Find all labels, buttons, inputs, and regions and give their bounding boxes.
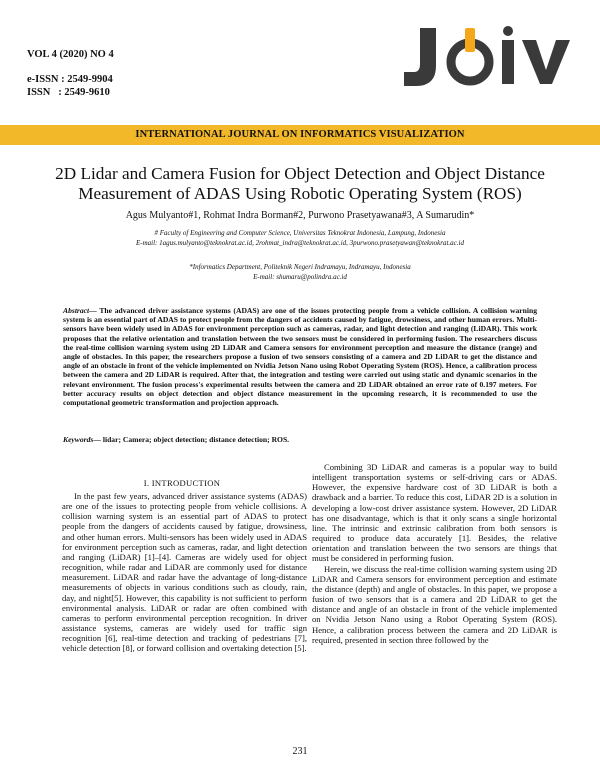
affiliation-2-email: E-mail: shumaru@polindra.ac.id [253, 273, 347, 281]
keywords-text: — lidar; Camera; object detection; distance detection; ROS. [93, 435, 290, 444]
body-column-right [312, 462, 557, 645]
keywords-label: Keywords [63, 435, 94, 444]
paper-title [30, 164, 570, 204]
section-heading: I. INTRODUCTION [143, 478, 221, 488]
paragraph: In the past few years, advanced driver assistance systems (ADAS) are one of the issues to protecting people from vehicle collisions. A collision warning system is an essential part of ADAS to protect people from the dangers of accidents caused by fatigue, drowsiness, and other human errors. Multi-sensors has been widely used in ADAS for environment perception such as cameras, radar, and light detection and ranging (LiDAR) [1]–[4]. Cameras are widely used for object recognition, while radar and LiDAR are commonly used for distance measurement. LiDAR and radar have the advantage of long-distance measurements of objects in various conditions such as cloudy, rain, day, and night[5]. However, this capability is not sufficient to perform environmental analysis. LiDAR or radar are often combined with cameras to perform environmental perception recognition. In driver assistance systems, cameras are widely used for traffic sign recognition [6], real-time detection and tracking of pedestrians [7], vehicle detection [8], or forward collision and overtaking detection [5]. [62, 491, 307, 654]
abstract [63, 306, 537, 407]
affiliation-1: # Faculty of Engineering and Computer Science, Universitas Teknokrat Indonesia, Lampung, Indonesia [154, 229, 446, 237]
paragraph: Combining 3D LiDAR and cameras is a popular way to build intelligent transportation systems or self-driving cars or ADAS. However, the expensive hardware cost of 3D LiDAR is both a drawback and a barrier. To reduce this cost, LiDAR 2D is a solution in developing a low-cost driver assistance system. However, 2D LiDAR has one disadvantage, which is that it only scans a single horizontal line. The intrinsic and extrinsic calibration from both sensors is required to produce data accurately [1]. Besides, the relative orientation and translation between the two sensors are things that must be considered in performing fusion. [312, 462, 557, 564]
paragraph: Herein, we discuss the real-time collision warning system using 2D LiDAR and Camera sensors for environment perception and estimate the distance (depth) and angle of obstacles. In this paper, we propose a fusion of two sensors that is a camera and 2D LiDAR to get the distance and angle of an obstacle in front of the vehicle implemented on Nvidia Jetson Nano using a Robot Operating System (ROS). Hence, a calibration process between the camera and 2D LiDAR is required, presented in section three followed by the [312, 563, 557, 645]
abstract-label: Abstract [63, 306, 90, 315]
journal-banner [0, 125, 600, 145]
abstract-text: — The advanced driver assistance systems (ADAS) are one of the issues protecting people from a vehicle collision. A collision warning system is an essential part of ADAS to protect people from the dangers of accidents caused by fatigue, drowsiness, and other human errors. Multi-sensors have been widely used in ADAS for environment perception such as cameras, radar, and light detection and ranging (LiDAR). This work proposes that the relative orientation and translation between the two sensors must be considered in performing fusion. The researchers discuss the real-time collision warning system using 2D LiDAR and Camera sensors for environment perception and measure the distance (range) and angle of obstacles. In this paper, the researchers propose a fusion of two sensors consisting of a camera and 2D LiDAR to get the distance and angle of an obstacle in front of the vehicle implemented on Nvidia Jetson Nano using Robot Operating System (ROS). Hence, a calibration process between the camera and 2D LiDAR is required. After that, the integration and testing were carried out using static and dynamic scenarios in the relevant environment. The fusion process's experimental results between the camera and 2D LiDAR obtained an error rate of 0.197 meters. For better accuracy results on object detection and object distance measurement in the upcoming research, it is recommended to use the computational geometric transformation and projection approach. [63, 306, 537, 408]
journal-logo [398, 22, 573, 92]
keywords [63, 435, 537, 444]
affiliation-2: *Informatics Department, Politeknik Negeri Indramayu, Indramayu, Indonesia [189, 263, 411, 271]
page-number: 231 [292, 746, 308, 757]
volume-line: VOL 4 (2020) NO 4 [27, 49, 114, 60]
affiliation-1-email: E-mail: 1agus.mulyanto@teknokrat.ac.id, 2rohmat_indra@teknokrat.ac.id, 3purwono.prasetyawan@teknokrat.ac.id [136, 239, 464, 247]
banner-title: INTERNATIONAL JOURNAL ON INFORMATICS VISUALIZATION [135, 129, 465, 140]
issn: ISSN : 2549-9610 [27, 87, 110, 98]
body-column-left [62, 491, 307, 654]
authors: Agus Mulyanto#1, Rohmat Indra Borman#2, Purwono Prasetyawana#3, A Sumarudin* [125, 210, 475, 221]
title-line-1: 2D Lidar and Camera Fusion for Object Detection and Object Distance [55, 164, 545, 183]
eissn: e-ISSN : 2549-9904 [27, 74, 113, 85]
title-line-2: Measurement of ADAS Using Robotic Operating System (ROS) [78, 184, 522, 203]
